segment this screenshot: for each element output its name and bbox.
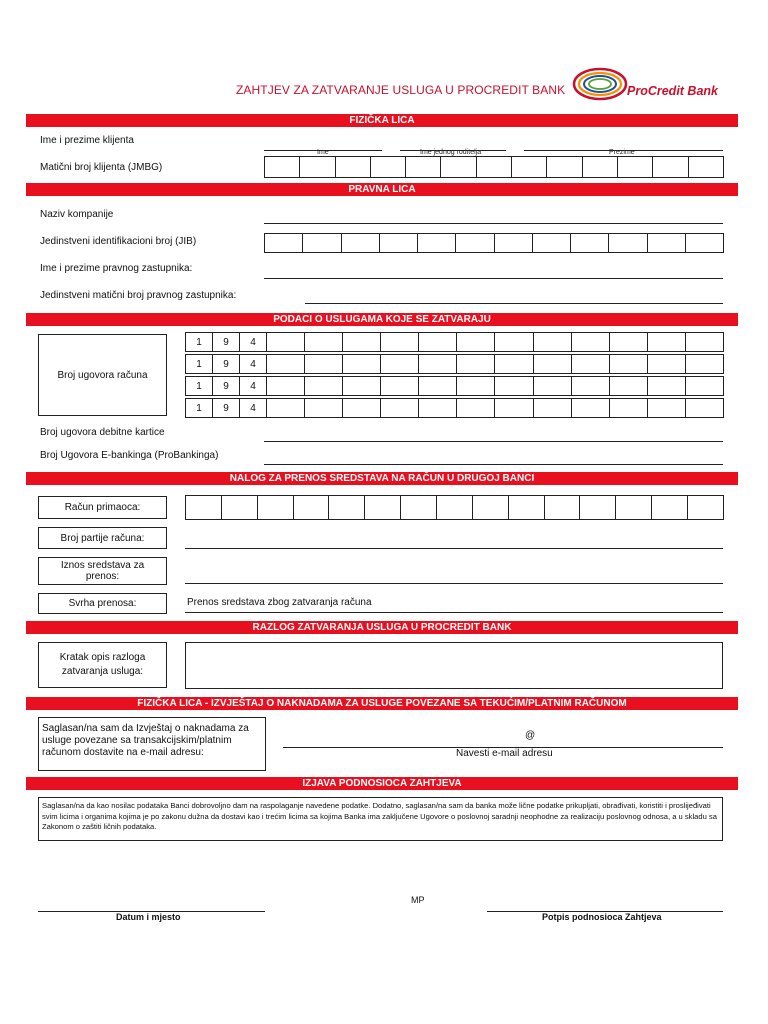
digit-box[interactable] (610, 376, 648, 396)
digit-box[interactable] (495, 376, 533, 396)
digit-box[interactable] (653, 156, 688, 178)
digit-box[interactable] (545, 495, 581, 520)
digit-box[interactable] (258, 495, 294, 520)
digit-box[interactable] (441, 156, 476, 178)
contract-row-1[interactable] (185, 332, 724, 352)
contract-prefix-digit: 1 (186, 354, 213, 374)
digit-box[interactable] (686, 233, 724, 253)
digit-box[interactable] (419, 354, 457, 374)
digit-box[interactable] (495, 332, 533, 352)
digit-box[interactable] (305, 354, 343, 374)
digit-box[interactable] (401, 495, 437, 520)
digit-box[interactable] (686, 332, 724, 352)
jmbg-boxes[interactable] (264, 156, 724, 178)
logo-text: ProCredit Bank (627, 84, 718, 98)
digit-box[interactable] (418, 233, 456, 253)
digit-box[interactable] (381, 332, 419, 352)
rep-name-label: Ime i prezime pravnog zastupnika: (40, 263, 193, 274)
digit-box[interactable] (688, 495, 724, 520)
company-label: Naziv kompanije (40, 209, 114, 220)
company-field[interactable] (264, 223, 723, 224)
digit-box[interactable] (419, 398, 457, 418)
party-field[interactable] (185, 548, 723, 549)
digit-box[interactable] (648, 398, 686, 418)
contract-prefix-digit: 9 (213, 398, 240, 418)
digit-box[interactable] (336, 156, 371, 178)
digit-box[interactable] (437, 495, 473, 520)
digit-box[interactable] (571, 233, 609, 253)
digit-box[interactable] (609, 233, 647, 253)
contract-row-2[interactable] (185, 354, 724, 374)
digit-box[interactable] (547, 156, 582, 178)
digit-box[interactable] (457, 398, 495, 418)
contract-prefix-digit: 4 (240, 354, 267, 374)
digit-box[interactable] (534, 398, 572, 418)
jib-boxes[interactable] (264, 233, 724, 253)
section-heading-izjava: IZJAVA PODNOSIOCA ZAHTJEVA (26, 777, 738, 790)
digit-box[interactable] (381, 354, 419, 374)
contract-prefix-digit: 4 (240, 332, 267, 352)
digit-box[interactable] (534, 332, 572, 352)
digit-box[interactable] (342, 233, 380, 253)
digit-box[interactable] (648, 332, 686, 352)
digit-box[interactable] (380, 233, 418, 253)
reason-input[interactable] (185, 642, 723, 689)
digit-box[interactable] (572, 398, 610, 418)
digit-box[interactable] (267, 398, 305, 418)
section-heading-fizicka: FIZIČKA LICA (26, 114, 738, 127)
digit-box[interactable] (265, 233, 303, 253)
digit-box[interactable] (610, 332, 648, 352)
digit-box[interactable] (305, 332, 343, 352)
rep-id-field[interactable] (305, 303, 723, 304)
email-caption: Navesti e-mail adresu (456, 748, 553, 759)
digit-box[interactable] (495, 233, 533, 253)
reason-label-box: Kratak opis razloga zatvaranja usluga: (38, 642, 167, 688)
contract-prefix-digit: 1 (186, 376, 213, 396)
ebanking-field[interactable] (264, 464, 723, 465)
amount-field[interactable] (185, 583, 723, 584)
contract-prefix-digit: 1 (186, 398, 213, 418)
digit-box[interactable] (686, 376, 724, 396)
parent-name-caption: Ime jednog roditelja (420, 149, 482, 156)
purpose-value: Prenos sredstava zbog zatvaranja računa (187, 597, 372, 608)
section-heading-nalog: NALOG ZA PRENOS SREDSTAVA NA RAČUN U DRUGOJ BANCI (26, 472, 738, 485)
digit-box[interactable] (371, 156, 406, 178)
stamp-label: MP (411, 895, 425, 905)
digit-box[interactable] (222, 495, 258, 520)
debit-card-label: Broj ugovora debitne kartice (40, 427, 165, 438)
digit-box[interactable] (572, 376, 610, 396)
contract-prefix-digit: 1 (186, 332, 213, 352)
rep-id-label: Jedinstveni matični broj pravnog zastupnika: (40, 290, 237, 301)
section-heading-razlog: RAZLOG ZATVARANJA USLUGA U PROCREDIT BANK (26, 621, 738, 634)
digit-box[interactable] (267, 354, 305, 374)
contract-prefix-digit: 4 (240, 376, 267, 396)
digit-box[interactable] (495, 398, 533, 418)
recipient-label-box: Račun primaoca: (38, 496, 167, 519)
digit-box[interactable] (512, 156, 547, 178)
digit-box[interactable] (686, 354, 724, 374)
digit-box[interactable] (265, 156, 300, 178)
jib-label: Jedinstveni identifikacioni broj (JIB) (40, 236, 197, 247)
digit-box[interactable] (343, 332, 381, 352)
contract-row-4[interactable] (185, 398, 724, 418)
digit-box[interactable] (381, 376, 419, 396)
recipient-account-boxes[interactable] (185, 495, 724, 520)
digit-box[interactable] (572, 354, 610, 374)
digit-box[interactable] (267, 376, 305, 396)
section-heading-izvjestaj: FIZIČKA LICA - IZVJEŠTAJ O NAKNADAMA ZA USLUGE POVEZANE SA TEKUĆIM/PLATNIM RAČUNOM (26, 697, 738, 710)
date-place-label: Datum i mjesto (116, 912, 181, 922)
digit-box[interactable] (648, 233, 686, 253)
digit-box[interactable] (477, 156, 512, 178)
digit-box[interactable] (300, 156, 335, 178)
digit-box[interactable] (610, 354, 648, 374)
declaration-text: Saglasan/na da kao nosilac podataka Banci dobrovoljno dam na raspolaganje navedene podatke. Dodatno, saglasan/na sam da banka može lične podatke prikupljati, obrađivati, koristiti i proslijeđivati svim licima i organima kojima je po zakonu dužna da dostavi kao i trećim licima sa kojima Banka ima zaključene Ugovore o poslovnoj saradnji neophodne za realizaciju poslovnog odnosa, a u skladu sa Zakonom o zaštiti ličnih podataka. (38, 797, 723, 841)
contract-prefix-digit: 9 (213, 354, 240, 374)
digit-box[interactable] (305, 398, 343, 418)
digit-box[interactable] (267, 332, 305, 352)
digit-box[interactable] (365, 495, 401, 520)
contract-label-box: Broj ugovora računa (38, 334, 167, 416)
section-heading-usluge: PODACI O USLUGAMA KOJE SE ZATVARAJU (26, 313, 738, 326)
digit-box[interactable] (652, 495, 688, 520)
contract-prefix-digit: 9 (213, 376, 240, 396)
ebanking-label: Broj Ugovora E-bankinga (ProBankinga) (40, 450, 219, 461)
digit-box[interactable] (186, 495, 222, 520)
client-name-label: Ime i prezime klijenta (40, 135, 134, 146)
signature-label: Potpis podnosioca Zahtjeva (542, 912, 662, 922)
first-name-caption: Ime (317, 149, 329, 156)
contract-prefix-digit: 4 (240, 398, 267, 418)
digit-box[interactable] (686, 398, 724, 418)
digit-box[interactable] (583, 156, 618, 178)
digit-box[interactable] (457, 376, 495, 396)
digit-box[interactable] (457, 354, 495, 374)
at-sign: @ (525, 730, 536, 741)
digit-box[interactable] (305, 376, 343, 396)
digit-box[interactable] (618, 156, 653, 178)
digit-box[interactable] (689, 156, 724, 178)
contract-row-3[interactable] (185, 376, 724, 396)
digit-box[interactable] (648, 354, 686, 374)
digit-box[interactable] (419, 332, 457, 352)
digit-box[interactable] (473, 495, 509, 520)
digit-box[interactable] (294, 495, 330, 520)
debit-card-field[interactable] (264, 441, 723, 442)
digit-box[interactable] (456, 233, 494, 253)
digit-box[interactable] (329, 495, 365, 520)
jmbg-label: Matični broj klijenta (JMBG) (40, 162, 163, 173)
digit-box[interactable] (343, 376, 381, 396)
digit-box[interactable] (343, 398, 381, 418)
form-title: ZAHTJEV ZA ZATVARANJE USLUGA U PROCREDIT BANK (236, 83, 566, 97)
digit-box[interactable] (381, 398, 419, 418)
digit-box[interactable] (616, 495, 652, 520)
digit-box[interactable] (303, 233, 341, 253)
section-heading-pravna: PRAVNA LICA (26, 183, 738, 196)
digit-box[interactable] (343, 354, 381, 374)
purpose-label-box: Svrha prenosa: (38, 593, 167, 614)
digit-box[interactable] (419, 376, 457, 396)
digit-box[interactable] (457, 332, 495, 352)
amount-label-box: Iznos sredstava za prenos: (38, 557, 167, 585)
purpose-field[interactable] (185, 612, 723, 613)
digit-box[interactable] (572, 332, 610, 352)
digit-box[interactable] (534, 354, 572, 374)
digit-box[interactable] (406, 156, 441, 178)
email-consent-box: Saglasan/na sam da Izvještaj o naknadama za usluge povezane sa transakcijskim/platnim računom dostavite na e-mail adresu: (38, 717, 266, 771)
digit-box[interactable] (610, 398, 648, 418)
last-name-caption: Prezime (609, 149, 635, 156)
digit-box[interactable] (495, 354, 533, 374)
digit-box[interactable] (533, 233, 571, 253)
digit-box[interactable] (580, 495, 616, 520)
digit-box[interactable] (509, 495, 545, 520)
rep-name-field[interactable] (264, 278, 723, 279)
digit-box[interactable] (648, 376, 686, 396)
digit-box[interactable] (534, 376, 572, 396)
party-label-box: Broj partije računa: (38, 527, 167, 549)
contract-prefix-digit: 9 (213, 332, 240, 352)
